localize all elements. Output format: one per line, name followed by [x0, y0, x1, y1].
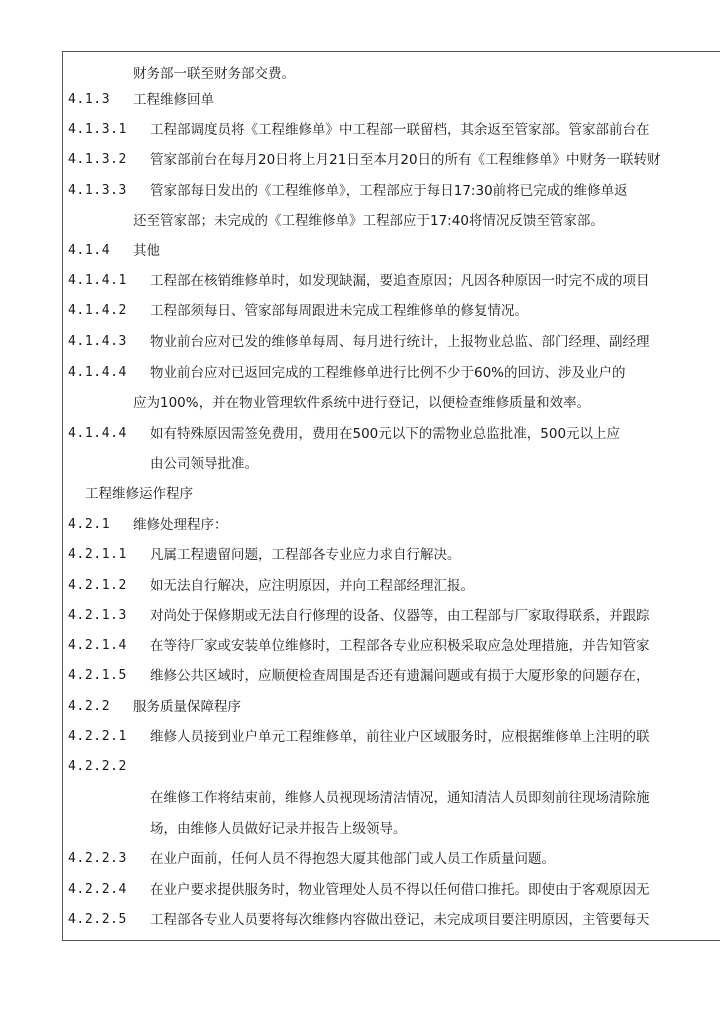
- line-text: 在维修工作将结束前，维修人员视现场清洁情况，通知清洁人员即刻前往现场清除施: [150, 790, 650, 806]
- line-text: 管家部每日发出的《工程维修单》，工程部应于每日17:30前将已完成的维修单返: [150, 183, 628, 199]
- line-text: 工程部各专业人员要将每次维修内容做出登记，未完成项目要注明原因，主管要每天: [150, 912, 650, 928]
- document-table-frame: [62, 51, 720, 941]
- section-number: 4.2.2.2: [68, 759, 127, 774]
- section-number: 4.2.2.4: [68, 882, 127, 897]
- line-text: 工程部在核销维修单时，如发现缺漏，要追查原因；凡因各种原因一时完不成的项目: [150, 273, 650, 289]
- section-number: 4.1.4.4: [68, 365, 127, 380]
- section-number: 4.2.1.5: [68, 668, 127, 683]
- line-text: 应为100%，并在物业管理软件系统中进行登记，以便检查维修质量和效率。: [133, 395, 591, 411]
- line-text: 其他: [133, 243, 160, 259]
- line-text: 凡属工程遗留问题，工程部各专业应力求自行解决。: [150, 547, 461, 563]
- line-text: 还至管家部；未完成的《工程维修单》工程部应于17:40将情况反馈至管家部。: [133, 213, 604, 229]
- line-text: 对尚处于保修期或无法自行修理的设备、仪器等，由工程部与厂家取得联系，并跟踪: [150, 608, 650, 624]
- line-text: 物业前台应对已返回完成的工程维修单进行比例不少于60%的回访、涉及业户的: [150, 365, 626, 381]
- line-text: 物业前台应对已发的维修单每周、每月进行统计，上报物业总监、部门经理、副经理: [150, 334, 650, 350]
- line-text: 维修公共区域时，应顺便检查周围是否还有遗漏问题或有损于大厦形象的问题存在，: [150, 668, 650, 684]
- section-number: 4.1.3.1: [68, 122, 127, 137]
- section-number: 4.2.1.2: [68, 578, 127, 593]
- section-number: 4.2.1: [68, 517, 111, 532]
- line-text: 如无法自行解决，应注明原因，并向工程部经理汇报。: [150, 578, 474, 594]
- section-number: 4.2.2.3: [68, 851, 127, 866]
- line-text: 服务质量保障程序: [133, 699, 241, 715]
- section-number: 4.2.1.1: [68, 547, 127, 562]
- line-text: 管家部前台在每月20日将上月21日至本月20日的所有《工程维修单》中财务一联转财: [150, 152, 661, 168]
- document-body: [63, 52, 720, 940]
- line-text: 在等待厂家或安装单位维修时，工程部各专业应积极采取应急处理措施，并告知管家: [150, 638, 650, 654]
- section-number: 4.2.1.3: [68, 608, 127, 623]
- line-text: 如有特殊原因需签免费用，费用在500元以下的需物业总监批准，500元以上应: [150, 426, 621, 442]
- section-number: 4.1.3.3: [68, 183, 127, 198]
- section-number: 4.1.3.2: [68, 152, 127, 167]
- line-text: 工程部须每日、管家部每周跟进未完成工程维修单的修复情况。: [150, 303, 528, 319]
- line-text: 工程部调度员将《工程维修单》中工程部一联留档，其余返至管家部。管家部前台在: [150, 122, 650, 138]
- line-text: 在业户要求提供服务时，物业管理处人员不得以任何借口推托。即使由于客观原因无: [150, 882, 650, 898]
- line-text: 维修处理程序：: [133, 517, 228, 533]
- line-text: 由公司领导批准。: [150, 456, 258, 472]
- section-number: 4.1.4.4: [68, 426, 127, 441]
- section-number: 4.1.4.1: [68, 273, 127, 288]
- section-number: 4.1.4.2: [68, 303, 127, 318]
- line-text: 财务部一联至财务部交费。: [133, 66, 295, 82]
- section-number: 4.2.2.5: [68, 912, 127, 927]
- line-text: 维修人员接到业户单元工程维修单，前往业户区域服务时，应根据维修单上注明的联: [150, 729, 650, 745]
- line-text: 工程维修运作程序: [85, 486, 193, 502]
- section-number: 4.1.4: [68, 243, 111, 258]
- line-text: 工程维修回单: [133, 92, 214, 108]
- section-number: 4.1.4.3: [68, 334, 127, 349]
- line-text: 在业户面前，任何人员不得抱怨大厦其他部门或人员工作质量问题。: [150, 851, 555, 867]
- section-number: 4.2.2: [68, 699, 111, 714]
- section-number: 4.2.1.4: [68, 638, 127, 653]
- section-number: 4.1.3: [68, 92, 111, 107]
- line-text: 场，由维修人员做好记录并报告上级领导。: [150, 821, 407, 837]
- section-number: 4.2.2.1: [68, 729, 127, 744]
